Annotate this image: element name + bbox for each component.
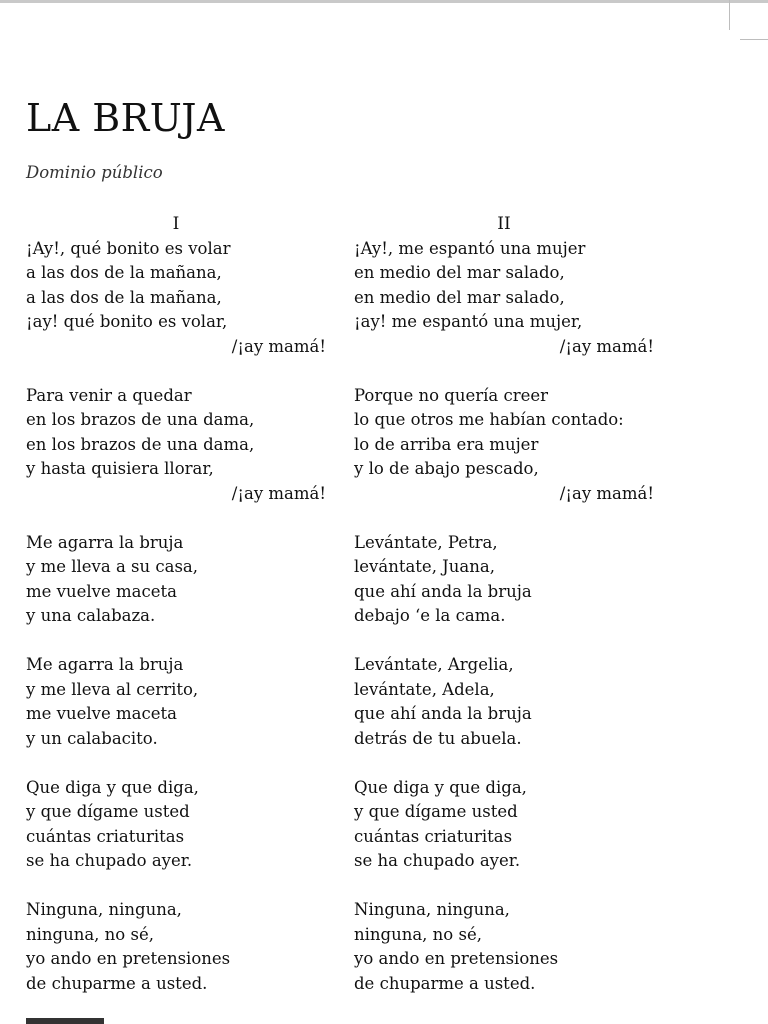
- verse-line: y me lleva a su casa,: [26, 557, 198, 576]
- stanza: [26, 898, 326, 996]
- verse-line: Me agarra la bruja: [26, 532, 184, 552]
- refrain-line: /¡ay mamá!: [231, 483, 326, 503]
- verse-line: a las dos de la mañana,: [26, 263, 222, 282]
- crop-mark-vertical: [729, 0, 730, 30]
- stanza: [26, 776, 326, 874]
- verse-line: debajo ‘e la cama.: [354, 606, 506, 625]
- poem-column-2: [354, 212, 654, 1021]
- verse-line: detrás de tu abuela.: [354, 728, 522, 748]
- verse-line: levántate, Juana,: [354, 557, 495, 576]
- stanza: [354, 653, 654, 751]
- verse-line: ninguna, no sé,: [26, 924, 154, 944]
- verse-line: en medio del mar salado,: [354, 287, 565, 307]
- stanza: [26, 531, 326, 629]
- verse-line: de chuparme a usted.: [26, 973, 208, 993]
- verse-line: se ha chupado ayer.: [354, 851, 521, 870]
- verse-line: y que dígame usted: [26, 802, 190, 821]
- verse-line: Ninguna, ninguna,: [26, 900, 182, 919]
- verse-line: Que diga y que diga,: [354, 777, 527, 797]
- stanza: [26, 653, 326, 751]
- verse-line: que ahí anda la bruja: [354, 581, 532, 601]
- top-border-line: [0, 0, 768, 3]
- stanza: [354, 384, 654, 507]
- verse-line: me vuelve maceta: [26, 581, 177, 601]
- verse-line: ¡ay! me espantó una mujer,: [354, 312, 583, 331]
- verse-line: Porque no quería creer: [354, 385, 549, 405]
- verse-line: en los brazos de una dama,: [26, 434, 255, 454]
- verse-line: que ahí anda la bruja: [354, 704, 532, 723]
- footer-bar: [26, 1018, 104, 1024]
- verse-line: Ninguna, ninguna,: [354, 900, 510, 919]
- verse-line: yo ando en pretensiones: [26, 949, 231, 968]
- verse-line: de chuparme a usted.: [354, 973, 536, 993]
- verse-line: y me lleva al cerrito,: [26, 679, 199, 699]
- refrain-line: /¡ay mamá!: [559, 336, 654, 356]
- stanza: [26, 384, 326, 507]
- verse-line: ¡Ay!, me espantó una mujer: [354, 238, 586, 258]
- page-title: LA BRUJA: [26, 96, 225, 140]
- refrain-line: /¡ay mamá!: [559, 483, 654, 503]
- verse-line: se ha chupado ayer.: [26, 851, 193, 870]
- verse-line: Levántate, Argelia,: [354, 655, 514, 674]
- verse-line: y lo de abajo pescado,: [354, 459, 539, 478]
- verse-line: lo que otros me habían contado:: [354, 410, 624, 429]
- verse-line: Levántate, Petra,: [354, 532, 498, 552]
- verse-line: Que diga y que diga,: [26, 777, 199, 797]
- verse-line: yo ando en pretensiones: [354, 949, 559, 968]
- verse-line: levántate, Adela,: [354, 679, 495, 699]
- stanza: [354, 898, 654, 996]
- verse-line: me vuelve maceta: [26, 704, 177, 723]
- verse-line: cuántas criaturitas: [26, 826, 185, 846]
- verse-line: ¡ay! qué bonito es volar,: [26, 312, 228, 331]
- column-numeral: II: [497, 214, 511, 234]
- verse-line: y que dígame usted: [354, 802, 518, 821]
- verse-line: Me agarra la bruja: [26, 655, 184, 674]
- stanza: [354, 531, 654, 629]
- verse-line: lo de arriba era mujer: [354, 434, 539, 454]
- stanza: [26, 237, 326, 360]
- stanza: [354, 237, 654, 360]
- verse-line: y un calabacito.: [26, 728, 158, 748]
- page-subtitle: Dominio público: [26, 163, 163, 182]
- poem-column-1: [26, 212, 326, 1021]
- crop-mark-horizontal: [740, 39, 768, 40]
- verse-line: Para venir a quedar: [26, 385, 192, 405]
- verse-line: ¡Ay!, qué bonito es volar: [26, 238, 231, 258]
- verse-line: a las dos de la mañana,: [26, 287, 222, 307]
- verse-line: en los brazos de una dama,: [26, 410, 255, 429]
- stanza: [354, 776, 654, 874]
- verse-line: y hasta quisiera llorar,: [26, 459, 214, 478]
- verse-line: ninguna, no sé,: [354, 924, 482, 944]
- refrain-line: /¡ay mamá!: [231, 336, 326, 356]
- verse-line: cuántas criaturitas: [354, 826, 513, 846]
- column-numeral: I: [172, 214, 180, 234]
- verse-line: en medio del mar salado,: [354, 263, 565, 282]
- verse-line: y una calabaza.: [26, 606, 156, 625]
